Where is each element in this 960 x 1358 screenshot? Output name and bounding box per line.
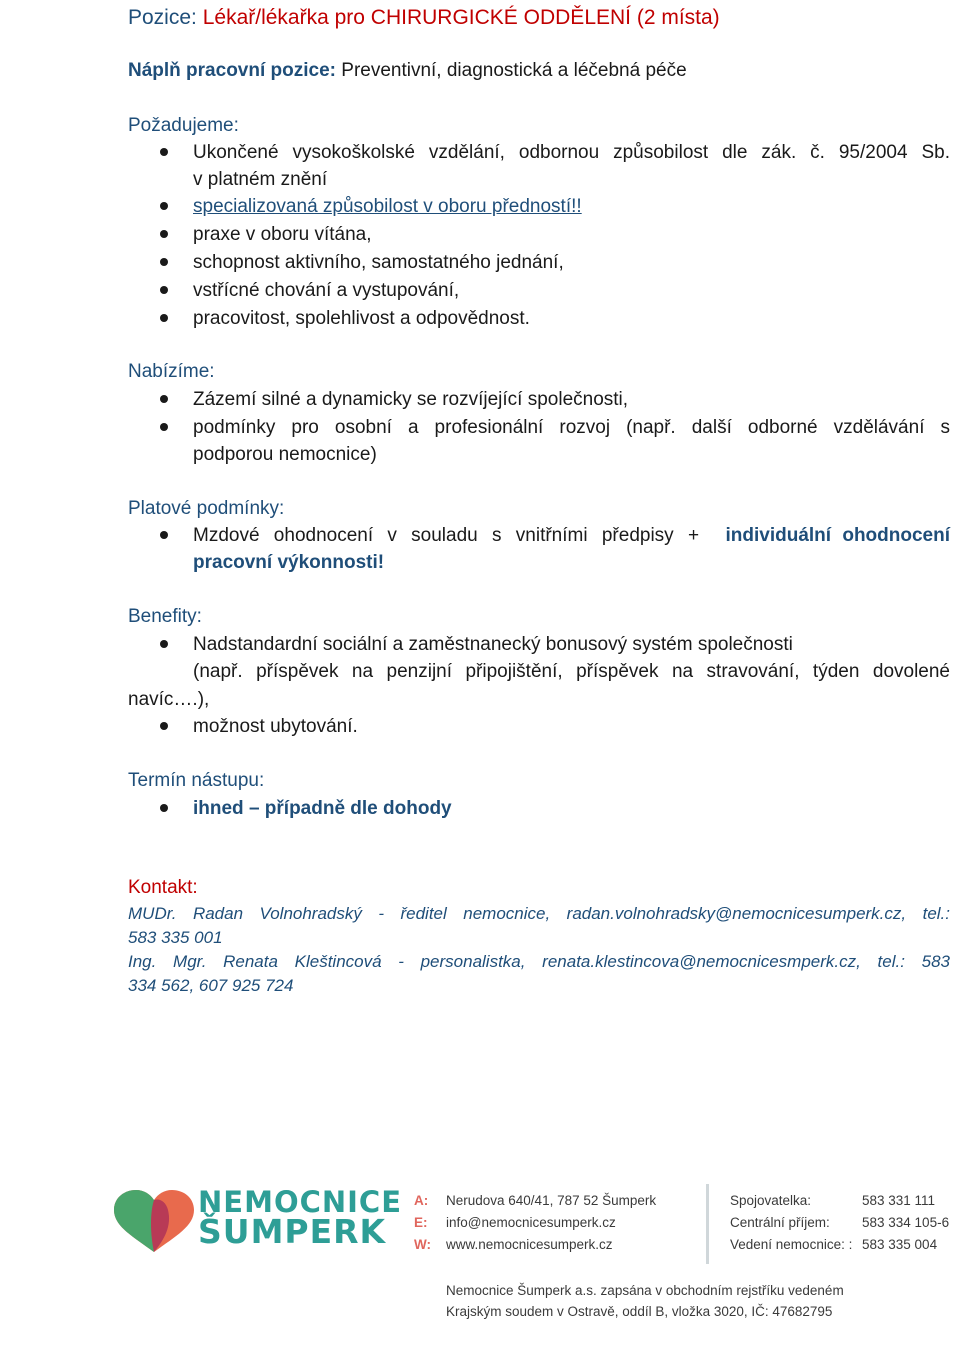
kontakt-line-2: 583 335 001 bbox=[128, 928, 223, 947]
benefity-heading: Benefity: bbox=[128, 606, 202, 627]
bullet-dot bbox=[160, 531, 168, 539]
kontakt-heading: Kontakt: bbox=[128, 877, 198, 898]
heart-logo-icon bbox=[114, 1190, 194, 1252]
footer-email-key: E: bbox=[414, 1215, 428, 1230]
footer-registry-line-1: Nemocnice Šumperk a.s. zapsána v obchodním rejstříku vedeném bbox=[446, 1283, 844, 1298]
benefity-item-1-line-2: (např. příspěvek na penzijní připojištění, příspěvek na stravování, týden dovolené bbox=[193, 661, 950, 682]
kontakt-line-1: MUDr. Radan Volnohradský - ředitel nemocnice, radan.volnohradsky@nemocnicesumperk.cz, tel.: bbox=[128, 904, 950, 923]
benefity-item-1-line-1: Nadstandardní sociální a zaměstnanecký bonusový systém společnosti bbox=[193, 634, 793, 655]
nabizime-item-2-line-2: podporou nemocnice) bbox=[193, 444, 377, 465]
platove-heading: Platové podmínky: bbox=[128, 498, 285, 519]
napln-label: Náplň pracovní pozice: bbox=[128, 60, 336, 81]
pozadujeme-item-2: specializovaná způsobilost v oboru předností!! bbox=[193, 196, 582, 217]
footer-phone-2-key: Centrální příjem: bbox=[730, 1215, 830, 1230]
napln-value: Preventivní, diagnostická a léčebná péče bbox=[341, 60, 687, 81]
bullet-dot bbox=[160, 202, 168, 210]
pozadujeme-item-6: pracovitost, spolehlivost a odpovědnost. bbox=[193, 308, 530, 329]
footer-phone-3-key: Vedení nemocnice: : bbox=[730, 1237, 853, 1252]
bullet-dot bbox=[160, 423, 168, 431]
platove-item-1-line-1 bbox=[193, 523, 950, 549]
bullet-dot bbox=[160, 804, 168, 812]
footer-registry-line-2: Krajským soudem v Ostravě, oddíl B, vložka 3020, IČ: 47682795 bbox=[446, 1304, 833, 1319]
footer-address-key: A: bbox=[414, 1193, 429, 1208]
footer-divider bbox=[706, 1184, 709, 1264]
title-label: Pozice: bbox=[128, 6, 197, 29]
nabizime-heading: Nabízíme: bbox=[128, 361, 215, 382]
logo-text-line-1: NEMOCNICE bbox=[198, 1185, 403, 1219]
footer-phone-2: 583 334 105-6 bbox=[862, 1215, 950, 1230]
platove-item-1-normal: Mzdové ohodnocení v souladu s vnitřními předpisy + bbox=[193, 525, 700, 546]
bullet-dot bbox=[160, 722, 168, 730]
benefity-item-2: možnost ubytování. bbox=[193, 716, 358, 737]
pozadujeme-item-3: praxe v oboru vítána, bbox=[193, 224, 372, 245]
bullet-dot bbox=[160, 286, 168, 294]
termin-item-1: ihned – případně dle dohody bbox=[193, 798, 452, 819]
pozadujeme-item-1-line-2: v platném znění bbox=[193, 169, 328, 190]
footer-phone-1: 583 331 111 bbox=[862, 1193, 936, 1208]
pozadujeme-item-4: schopnost aktivního, samostatného jednání, bbox=[193, 252, 564, 273]
footer-web: www.nemocnicesumperk.cz bbox=[446, 1237, 613, 1252]
termin-heading: Termín nástupu: bbox=[128, 770, 265, 791]
bullet-dot bbox=[160, 230, 168, 238]
platove-item-1-line-2: pracovní výkonnosti! bbox=[193, 552, 385, 573]
kontakt-line-4: 334 562, 607 925 724 bbox=[128, 976, 294, 995]
logo-text-line-2: ŠUMPERK bbox=[198, 1212, 387, 1251]
kontakt-line-3: Ing. Mgr. Renata Kleštincová - personalistka, renata.klestincova@nemocnicesmperk.cz, tel.: 583 bbox=[128, 952, 950, 971]
bullet-dot bbox=[160, 314, 168, 322]
bullet-dot bbox=[160, 640, 168, 648]
footer-phone-3: 583 335 004 bbox=[862, 1237, 938, 1252]
benefity-item-1-line-3: navíc….), bbox=[128, 689, 210, 710]
pozadujeme-item-1-line-1: Ukončené vysokoškolské vzdělání, odbornou způsobilost dle zák. č. 95/2004 Sb. bbox=[193, 142, 950, 163]
footer-phone-1-key: Spojovatelka: bbox=[730, 1193, 812, 1208]
page-title bbox=[128, 4, 720, 32]
title-value: Lékař/lékařka pro CHIRURGICKÉ ODDĚLENÍ (2 místa) bbox=[202, 6, 720, 29]
footer-address: Nerudova 640/41, 787 52 Šumperk bbox=[446, 1193, 657, 1208]
bullet-dot bbox=[160, 258, 168, 266]
platove-item-1-bold: individuální ohodnocení bbox=[725, 525, 950, 546]
napln-line bbox=[128, 58, 950, 84]
bullet-dot bbox=[160, 395, 168, 403]
nabizime-item-2-line-1: podmínky pro osobní a profesionální rozvoj (např. další odborné vzdělávání s bbox=[193, 417, 950, 438]
bullet-dot bbox=[160, 148, 168, 156]
footer-web-key: W: bbox=[414, 1237, 431, 1252]
footer-email: info@nemocnicesumperk.cz bbox=[446, 1215, 616, 1230]
pozadujeme-item-5: vstřícné chování a vystupování, bbox=[193, 280, 460, 301]
nabizime-item-1: Zázemí silné a dynamicky se rozvíjející společnosti, bbox=[193, 389, 629, 410]
pozadujeme-heading: Požadujeme: bbox=[128, 115, 239, 136]
